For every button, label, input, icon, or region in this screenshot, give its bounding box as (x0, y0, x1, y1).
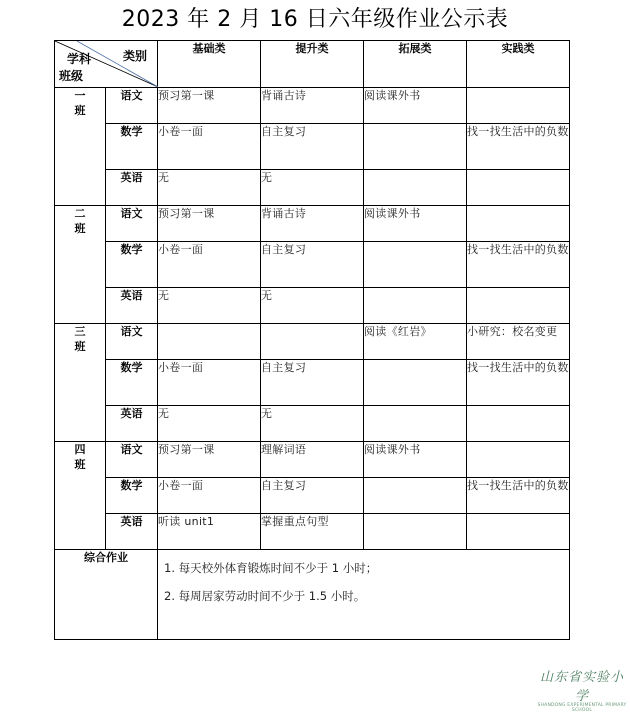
table-row (55, 406, 570, 442)
homework-cell: 掌握重点句型 (261, 514, 364, 550)
homework-cell: 找一找生活中的负数 (467, 124, 570, 170)
class-suffix: 班 (74, 104, 86, 117)
header-extension: 拓展类 (364, 41, 467, 88)
corner-header-cell (55, 41, 158, 88)
homework-cell: 阅读课外书 (364, 206, 467, 242)
homework-cell (364, 242, 467, 288)
school-logo (536, 666, 628, 713)
table-row (55, 478, 570, 514)
homework-cell (364, 360, 467, 406)
subject-cell: 语文 (106, 324, 158, 360)
homework-cell: 小卷一面 (158, 124, 261, 170)
homework-cell: 无 (261, 406, 364, 442)
class-number: 三 (74, 325, 86, 338)
general-homework-content (158, 550, 570, 640)
homework-cell (467, 206, 570, 242)
homework-cell: 找一找生活中的负数 (467, 242, 570, 288)
subject-cell: 英语 (106, 514, 158, 550)
class-suffix: 班 (74, 222, 86, 235)
corner-subject-label: 学科 (67, 52, 92, 66)
homework-cell: 阅读课外书 (364, 442, 467, 478)
class-name-cell (55, 206, 106, 324)
homework-cell: 背诵古诗 (261, 88, 364, 124)
homework-cell (467, 442, 570, 478)
homework-cell (364, 478, 467, 514)
homework-cell (364, 406, 467, 442)
homework-cell: 理解词语 (261, 442, 364, 478)
class-number: 二 (74, 207, 86, 220)
table-row (55, 170, 570, 206)
table-row (55, 324, 570, 360)
homework-cell (364, 124, 467, 170)
subject-cell: 数学 (106, 124, 158, 170)
general-homework-row (55, 550, 570, 640)
homework-cell (467, 406, 570, 442)
homework-cell: 小卷一面 (158, 242, 261, 288)
homework-cell: 阅读课外书 (364, 88, 467, 124)
homework-cell: 找一找生活中的负数 (467, 360, 570, 406)
table-row (55, 514, 570, 550)
class-suffix: 班 (74, 340, 86, 353)
table-row (55, 242, 570, 288)
homework-cell: 自主复习 (261, 124, 364, 170)
homework-cell: 自主复习 (261, 360, 364, 406)
header-row (55, 41, 570, 88)
school-logo-subtext: SHANDONG EXPERIMENTAL PRIMARY SCHOOL (537, 703, 627, 713)
homework-cell: 自主复习 (261, 242, 364, 288)
homework-cell (261, 324, 364, 360)
table-row (55, 124, 570, 170)
homework-cell: 无 (158, 170, 261, 206)
subject-cell: 英语 (106, 406, 158, 442)
corner-category-label: 类别 (122, 49, 147, 63)
subject-cell: 英语 (106, 288, 158, 324)
table-row (55, 442, 570, 478)
homework-cell: 自主复习 (261, 478, 364, 514)
class-name-cell (55, 88, 106, 206)
homework-cell: 无 (261, 170, 364, 206)
table-row (55, 288, 570, 324)
general-homework-label: 综合作业 (55, 550, 158, 640)
class-name-cell (55, 442, 106, 550)
header-basic: 基础类 (158, 41, 261, 88)
general-homework-item: 1. 每天校外体育锻炼时间不少于 1 小时； (164, 561, 378, 575)
homework-cell (467, 514, 570, 550)
homework-cell: 预习第一课 (158, 88, 261, 124)
homework-cell (364, 170, 467, 206)
homework-cell: 预习第一课 (158, 442, 261, 478)
table-row (55, 88, 570, 124)
class-suffix: 班 (74, 458, 86, 471)
homework-cell (158, 324, 261, 360)
homework-cell: 背诵古诗 (261, 206, 364, 242)
subject-cell: 数学 (106, 478, 158, 514)
class-number: 一 (74, 89, 86, 102)
homework-cell: 找一找生活中的负数 (467, 478, 570, 514)
subject-cell: 数学 (106, 242, 158, 288)
homework-cell: 无 (261, 288, 364, 324)
class-number: 四 (74, 443, 86, 456)
homework-cell (467, 288, 570, 324)
header-advanced: 提升类 (261, 41, 364, 88)
table-row (55, 206, 570, 242)
homework-cell: 小卷一面 (158, 360, 261, 406)
class-name-cell (55, 324, 106, 442)
homework-cell: 预习第一课 (158, 206, 261, 242)
homework-cell: 听读 unit1 (158, 514, 261, 550)
subject-cell: 语文 (106, 206, 158, 242)
homework-table (54, 40, 570, 640)
homework-cell: 小研究：校名变更 (467, 324, 570, 360)
school-logo-text: 山东省实验小学 (539, 670, 624, 704)
homework-cell: 无 (158, 406, 261, 442)
homework-cell (364, 514, 467, 550)
homework-cell: 无 (158, 288, 261, 324)
corner-class-label: 班级 (59, 69, 84, 83)
homework-cell: 小卷一面 (158, 478, 261, 514)
page-title: 2023 年 2 月 16 日六年级作业公示表 (121, 7, 509, 32)
homework-cell (467, 88, 570, 124)
subject-cell: 英语 (106, 170, 158, 206)
homework-cell (364, 288, 467, 324)
subject-cell: 语文 (106, 442, 158, 478)
general-homework-item: 2. 每周居家劳动时间不少于 1.5 小时。 (164, 589, 366, 603)
homework-cell (467, 170, 570, 206)
table-row (55, 360, 570, 406)
subject-cell: 数学 (106, 360, 158, 406)
subject-cell: 语文 (106, 88, 158, 124)
header-practice: 实践类 (467, 41, 570, 88)
homework-cell: 阅读《红岩》 (364, 324, 467, 360)
